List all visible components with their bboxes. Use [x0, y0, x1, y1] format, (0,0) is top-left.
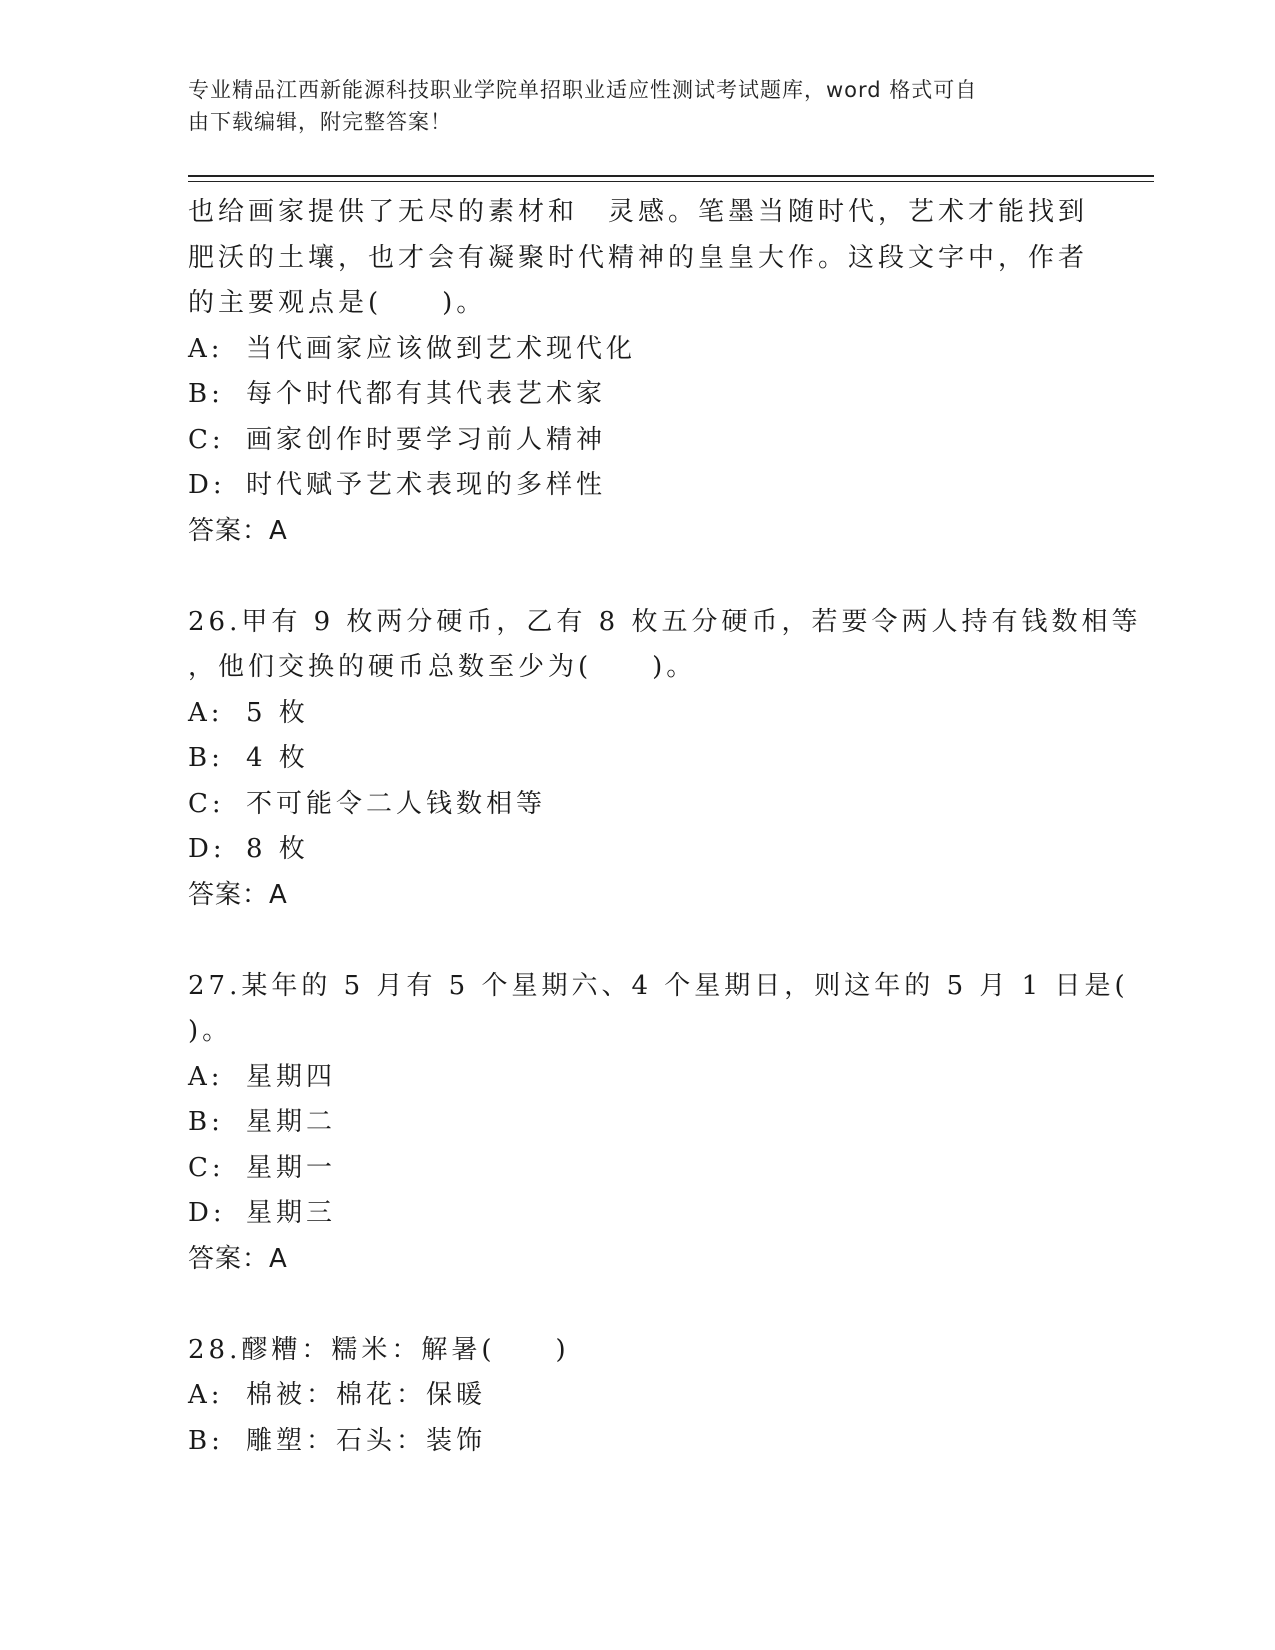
- option-text: 每个时代都有其代表艺术家: [246, 379, 607, 409]
- option-letter: A:: [188, 333, 224, 364]
- option-text: 星期二: [246, 1107, 337, 1137]
- option-letter: B:: [188, 743, 224, 773]
- question-27: [188, 964, 1129, 1283]
- question-stem-line: 的主要观点是( )。: [188, 288, 487, 318]
- question-stem-line: 27.某年的 5 月有 5 个星期六、4 个星期日，则这年的 5 月 1 日是(: [188, 970, 1129, 1001]
- document-body: [188, 190, 1142, 1464]
- option-text: 5 枚: [246, 697, 309, 728]
- header-line-1: 专业精品江西新能源科技职业学院单招职业适应性测试考试题库，word 格式可自: [188, 78, 978, 102]
- option-letter: A:: [188, 697, 224, 728]
- header-divider-thick: [188, 175, 1154, 177]
- option-d: [188, 463, 1088, 509]
- option-d: [188, 827, 1088, 873]
- option-letter: D:: [188, 470, 226, 500]
- option-text: 星期一: [246, 1152, 337, 1183]
- page-header: [188, 74, 1088, 138]
- option-letter: C:: [188, 1152, 225, 1183]
- option-letter: B:: [188, 1425, 224, 1456]
- question-stem-line: 肥沃的土壤，也才会有凝聚时代精神的皇皇大作。这段文字中，作者: [188, 242, 1089, 273]
- header-line-2: 由下载编辑，附完整答案！: [188, 110, 452, 134]
- option-text: 棉被：棉花：保暖: [246, 1380, 487, 1410]
- question-26: [188, 600, 1142, 919]
- option-text: 当代画家应该做到艺术现代化: [246, 333, 637, 364]
- answer-line: 答案：A: [188, 515, 288, 546]
- option-b: [188, 1419, 1088, 1465]
- option-a: [188, 1373, 1088, 1419]
- option-b: [188, 736, 1088, 782]
- option-c: [188, 782, 1088, 828]
- option-letter: D:: [188, 1198, 226, 1228]
- option-a: [188, 327, 1088, 373]
- option-letter: B:: [188, 1107, 224, 1137]
- option-letter: C:: [188, 424, 225, 455]
- spacer: [188, 918, 1088, 964]
- question-28: [188, 1328, 1088, 1465]
- option-text: 星期四: [246, 1061, 337, 1092]
- spacer: [188, 1282, 1088, 1328]
- option-letter: D:: [188, 834, 226, 864]
- option-text: 星期三: [246, 1198, 337, 1228]
- option-letter: A:: [188, 1380, 224, 1410]
- question-stem-line: 也给画家提供了无尽的素材和 灵感。笔墨当随时代，艺术才能找到: [188, 197, 1089, 227]
- option-d: [188, 1191, 1088, 1237]
- answer-line: 答案：A: [188, 1243, 288, 1274]
- option-text: 雕塑：石头：装饰: [246, 1425, 487, 1456]
- question-stem-line: )。: [188, 1016, 233, 1046]
- question-stem-line: ，他们交换的硬币总数至少为( )。: [188, 652, 697, 682]
- option-a: [188, 691, 1088, 737]
- answer-line: 答案：A: [188, 879, 288, 910]
- option-text: 4 枚: [246, 743, 309, 773]
- spacer: [188, 554, 1088, 600]
- option-c: [188, 418, 1088, 464]
- option-c: [188, 1146, 1088, 1192]
- option-b: [188, 372, 1088, 418]
- option-letter: B:: [188, 379, 224, 409]
- option-a: [188, 1055, 1088, 1101]
- question-stem-line: 28.醪糟：糯米：解暑( ): [188, 1334, 570, 1365]
- option-letter: A:: [188, 1061, 224, 1092]
- option-text: 画家创作时要学习前人精神: [246, 424, 607, 455]
- option-text: 时代赋予艺术表现的多样性: [246, 470, 607, 500]
- header-divider-thin: [188, 181, 1154, 182]
- question-25: [188, 190, 1088, 554]
- question-stem-line: 26.甲有 9 枚两分硬币，乙有 8 枚五分硬币，若要令两人持有钱数相等: [188, 606, 1142, 637]
- option-b: [188, 1100, 1088, 1146]
- option-text: 8 枚: [246, 834, 309, 864]
- option-text: 不可能令二人钱数相等: [246, 788, 547, 819]
- option-letter: C:: [188, 788, 225, 819]
